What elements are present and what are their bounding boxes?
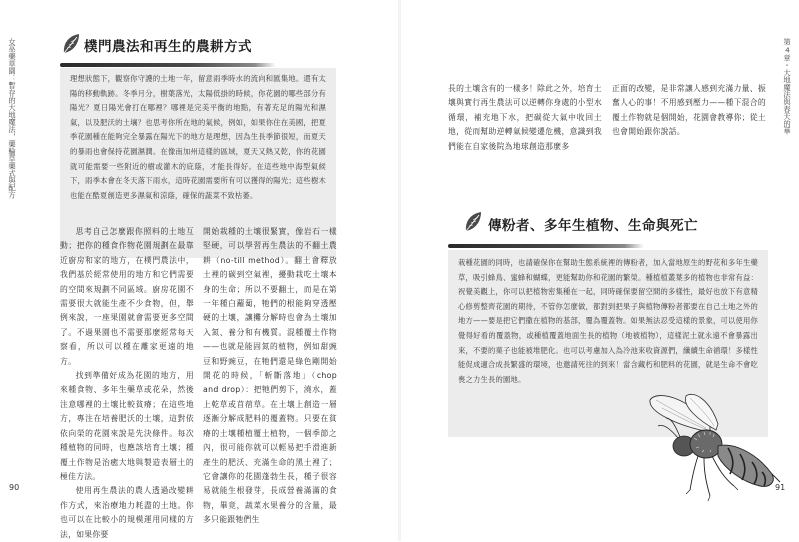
leaf-icon [462, 210, 484, 234]
paragraph: 長的土壤含有的一樣多！除此之外，培育土壤與實行再生農法可以逆轉你身處的小型水循環，補充地下水，把碳從大氣中收回土地，從而幫助逆轉氣候變遷危機，意識到我們能在自家後院為地球創造那麼多 [448, 84, 602, 151]
left-column-1 [60, 225, 194, 542]
paragraph: 正面的改變，是非常讓人感到充滿力量、振奮人心的事！不用感到壓力——種下混合的覆土作物就是個開始，花園會教導你；從土也會開始跟你說話。 [612, 84, 766, 137]
brush-stroke-divider [448, 244, 644, 248]
paragraph: 思考自己怎麼跟你照料的土地互動；把你的種食作物花園規劃在最靠近廚房和家的地方，在樸門農法中，我們基於經常使用的地方和它們需要的空間來規劃不同區域。廚房花園不需要很大就能生產不少食物，但，舉例來說，一座果園就會需要更多空間了。不過果園也不需要那麼經常每天察看，所以可以種在離家更遠的地方。 [60, 227, 194, 366]
page-number-left: 90 [9, 483, 20, 492]
bee-illustration [648, 386, 788, 504]
page-number-right: 91 [775, 483, 786, 492]
book-spine [398, 0, 401, 541]
sidebar-text: 理想狀態下，觀察你守護的土地一年，留意雨季時水的流向和匯集地。還有太陽的移動軌跡。冬季月分，樹葉落光，太陽低掛的時候，你花園的哪些部分有陽光？夏日陽光會打在哪裡？哪裡是完美平衡的地點，有著充足的陽光和濕氣，以及肥沃的土壤？也思考你所在地的氣候，例如，如果你住在美國，把夏季花園種在能夠完全暴露在陽光下的地方是理想，因為生長季節很短，而夏天的暴雨也會保持花園濕潤。在像南加州這樣的區域，夏天又熱又乾，你的花園就可能需要一些附近的樹或灌木的庇蔭，才能長得好。在這些地中海型氣候下，雨季本會在冬天落下雨水，這時花園需要所有可以獲得的陽光；這些樹木也能在酷夏創造更多濕氣和涼蔭，確保的蔬菜不致枯萎。 [70, 74, 326, 200]
paragraph: 使用再生農法的農人透過改變耕作方式，來治療地力耗盡的土地。你也可以在比較小的規模運用同樣的方法，如果你要 [60, 486, 194, 539]
paragraph: 找到準備好成為花園的地方，用來種食物、多年生藥草或花朵，然後注意哪裡的土壤比較貧瘠；在這些地方，專注在培養肥沃的土壤，這對依依向榮的花園來說是先決條件。每次種植物的同時，也應該培育土壤；種覆土作物是治癒大地與製造表層土的極佳方法。 [60, 371, 194, 481]
paragraph: 開始栽種的土壤很緊實，像岩石一樣堅硬，可以學習再生農法的不翻土農耕（no-till method）。翻土會釋放土裡的碳到空氣裡，擾動栽吃土壤本身的生命；所以不要翻土，而是在第一年種白蘿蔔，牠們的根能夠穿透壓硬的土壤，讓攤分解時也會為土壤加入氮、養分和有機質。混種覆土作物——也就是能固氮的植物，例如甜豌豆和野豌豆，在牠們還是綠色剛開始開花的時候，「斬斷落地」（chop and drop）：把牠們剪下，澆水，蓋上乾草或苜蓿草。在土壤上創造一層逐漸分解成肥料的覆蓋物。只要在貧瘠的土壤種植覆土植物，一個季節之內，很可能你就可以輕易把手滑進新產生的肥沃、充滿生命的黑土裡了；它會讓你的花園蓬勃生長，種子很容易就能生根發芽，長成營養滿滿的食物，畢竟，蔬菜水果養分的含量，最多只能跟牠們生 [203, 227, 337, 525]
section-title-permaculture: 樸門農法和再生的農耕方式 [84, 39, 252, 55]
left-column-2 [203, 225, 337, 528]
running-head-right: 第4章・大地魔法與春天的華 [783, 38, 792, 135]
right-column-2 [612, 82, 766, 140]
running-head-left: 女巫藥草園：暫存的大地魔法，藥輪草藥式與配方 [8, 38, 17, 199]
leaf-icon [60, 32, 82, 56]
section-title-pollinators: 傳粉者、多年生植物、生命與死亡 [488, 218, 698, 234]
brush-stroke-divider [60, 63, 276, 67]
right-column-1 [448, 82, 602, 154]
sidebar-text: 栽種花園的同時，也請確保你在幫助生態系統裡的傳粉者，加入當地原生的野花和多年生藥草，吸引蜂鳥、蜜蜂和蝴蝶，更能幫助你和花園的繁榮。種植植叢葉多的植物也非常有益：祝覺美觀上，你可以把植物密集種在一起，同時確保要留空間的多樣性，最好也放下有意精心修剪整齊花園的期待，不管你怎麼做，都對到把果子與植物傳粉者都要在自己土地之外的地方——要是把它們撒在植物的基部，覆為覆蓋物。如果無法忍受這樣的景象，可以使用你覺得好看的覆蓋物，或種植覆蓋地面生長的植物（地被植物），這樣泥土就永遠不會暴露出來，不要的菓子也能被堆肥化。也可以考慮加入為冷池來收資源們，纖續生命循環！多樣性能促成適合成長繁盛的環境，也邀請死往的到來！當含藏朽和肥料的花園，就是生命不會吃喪之力生長的園地。 [458, 258, 758, 384]
